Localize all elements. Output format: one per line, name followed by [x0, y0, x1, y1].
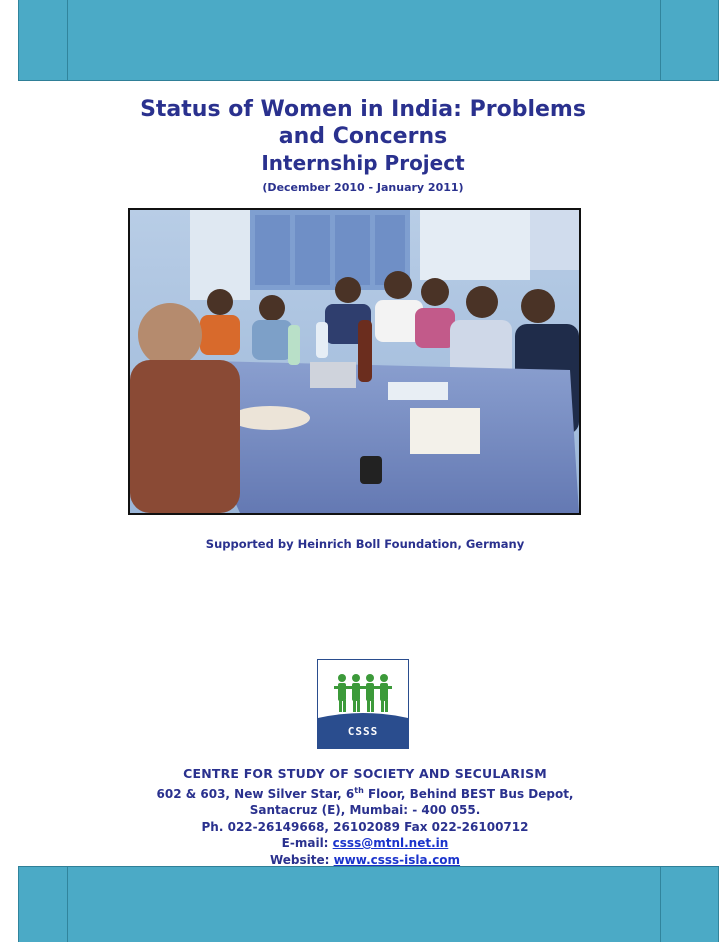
email-line — [128, 835, 602, 852]
phone-line: Ph. 022-26149668, 26102089 Fax 022-26100712 — [201, 819, 529, 834]
website-label: Website: — [269, 852, 330, 867]
frame-line — [18, 866, 19, 942]
email-label: E-mail: — [281, 836, 329, 850]
address-line-2: Santacruz (E), Mumbai: - 400 055. — [249, 803, 481, 817]
email-link[interactable]: csss@mtnl.net.in — [332, 836, 449, 850]
address-line-1-part: 602 & 603, New Silver Star, 6 — [156, 786, 355, 801]
address-line-1 — [128, 783, 602, 803]
address-line-1-part: Floor, Behind BEST Bus Depot, — [363, 786, 574, 801]
top-color-band — [18, 0, 719, 80]
frame-line — [18, 80, 719, 81]
document-title: Status of Women in India: Problems and Concerns — [140, 97, 586, 149]
frame-line — [718, 0, 719, 80]
document-dates: (December 2010 - January 2011) — [262, 181, 464, 194]
frame-line — [18, 0, 19, 80]
document-subtitle: Internship Project — [261, 151, 465, 175]
frame-line — [67, 0, 68, 80]
frame-line — [718, 866, 719, 942]
address-line-1-sup: th — [354, 785, 364, 795]
website-link[interactable]: www.csss-isla.com — [333, 852, 461, 867]
frame-line — [660, 866, 661, 942]
csss-logo — [317, 659, 409, 749]
logo-text: CSSS — [347, 725, 379, 738]
frame-line — [67, 866, 68, 942]
frame-line — [660, 0, 661, 80]
address-block — [128, 766, 602, 868]
group-meeting-photo — [128, 208, 581, 515]
website-line — [128, 852, 602, 869]
bottom-color-band — [18, 866, 719, 942]
supported-by-text: Supported by Heinrich Boll Foundation, Germany — [205, 537, 525, 551]
meeting-photo-illustration — [130, 210, 579, 513]
org-name: CENTRE FOR STUDY OF SOCIETY AND SECULARISM — [183, 766, 547, 781]
